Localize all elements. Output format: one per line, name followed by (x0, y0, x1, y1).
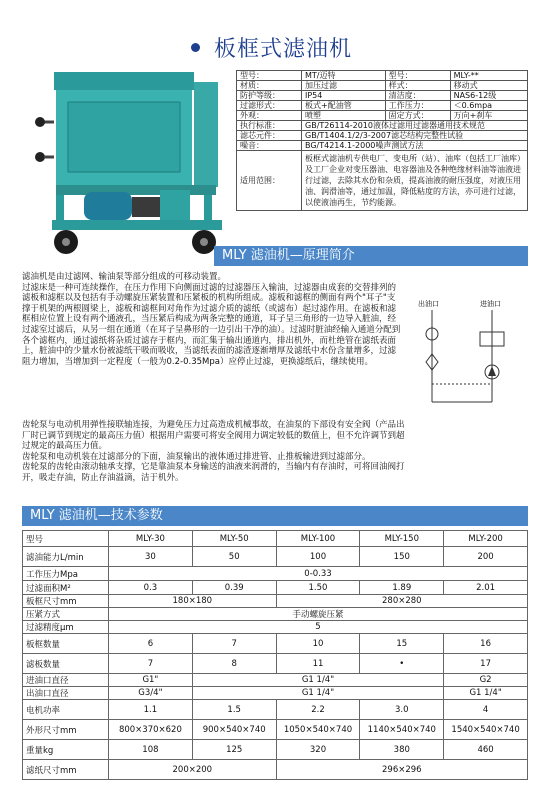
spec-row (237, 101, 528, 111)
spec-row (237, 121, 528, 131)
table-row (23, 740, 528, 760)
tech-cell: 320 (276, 740, 360, 760)
spec-row (237, 81, 528, 91)
tech-cell: 150 (360, 547, 444, 567)
spec-row (237, 141, 528, 151)
tech-cell: 2.01 (444, 581, 528, 595)
spec-value: GB/T26114-2010液体过滤用过滤器通用技术规范 (302, 121, 528, 131)
table-row (23, 654, 528, 674)
tech-cell: • (360, 654, 444, 674)
table-row (23, 720, 528, 740)
page-title (0, 32, 543, 63)
spec-key: 型号： (237, 71, 302, 81)
spec-key: 固定方式： (385, 111, 450, 121)
tech-row-label: 电机功率 (23, 700, 109, 720)
spec-key: 工作压力： (385, 101, 450, 111)
tech-row-label: 过滤面积M² (23, 581, 109, 595)
tech-cell: 10 (276, 634, 360, 654)
spec-row (237, 111, 528, 121)
tech-row-label: 重量kg (23, 740, 109, 760)
tech-cell: 900×540×740 (192, 720, 276, 740)
tech-cell: 15 (360, 634, 444, 654)
title-bullet (191, 43, 200, 52)
spec-value: ＜0.6mpa (450, 101, 527, 111)
spec-key: 样式： (385, 81, 450, 91)
tech-row-label: 出油口直径 (23, 687, 109, 700)
oil-circuit-diagram (410, 292, 528, 422)
title-text: 板框式滤油机 (213, 37, 352, 62)
table-row (23, 634, 528, 654)
tech-cell: 50 (192, 547, 276, 567)
tech-cell: 16 (444, 634, 528, 654)
tech-cell: 108 (109, 740, 193, 760)
spec-row (237, 131, 528, 141)
spec-key: 执行标准： (237, 121, 302, 131)
tech-cell: G1" (109, 674, 193, 687)
spec-key: 噪音： (237, 141, 302, 151)
table-row (23, 595, 528, 608)
table-row (23, 687, 528, 700)
tech-header-cell: 型号 (23, 531, 109, 547)
tech-cell: 296×296 (276, 760, 527, 780)
tech-cell: 800×370×620 (109, 720, 193, 740)
tech-row-label: 工作压力Mpa (23, 567, 109, 581)
tech-cell: 200×200 (109, 760, 277, 780)
table-row (23, 608, 528, 621)
tech-cell: 1.1 (109, 700, 193, 720)
tech-row-label: 板框尺寸mm (23, 595, 109, 608)
spec-value: 万向+刹车 (450, 111, 527, 121)
paragraph: 齿轮泵和电动机装在过滤部分的下面，油泵输出的液体通过排进管、止推板输进到过滤部分。 (22, 451, 371, 462)
tech-cell: 100 (276, 547, 360, 567)
table-row (23, 621, 528, 634)
spec-value: NAS6-12级 (450, 91, 527, 101)
tech-cell: 1.5 (192, 700, 276, 720)
spec-value: 加压过滤 (302, 81, 386, 91)
principle-text-2 (22, 420, 412, 484)
spec-key: 材质： (237, 81, 302, 91)
tech-cell: G3/4" (109, 687, 193, 700)
tech-cell: 125 (192, 740, 276, 760)
tech-cell: 200 (444, 547, 528, 567)
tech-row-label: 滤油能力L/min (23, 547, 109, 567)
tech-cell: 0.39 (192, 581, 276, 595)
principle-text (22, 272, 402, 367)
tech-cell: 280×280 (276, 595, 527, 608)
tech-header-cell: MLY-150 (360, 531, 444, 547)
tech-row-label: 外形尺寸mm (23, 720, 109, 740)
principle-band: MLY 滤油机—原理简介 (214, 246, 528, 266)
spec-key: 过滤形式： (237, 101, 302, 111)
spec-key: 清洁度： (385, 91, 450, 101)
tech-cell: 1.89 (360, 581, 444, 595)
tech-table (22, 530, 528, 780)
tech-cell: 5 (109, 621, 528, 634)
diagram-out-label: 出油口 (418, 300, 439, 308)
tech-row-label: 压紧方式 (23, 608, 109, 621)
tech-cell: G1 1/4" (192, 687, 443, 700)
tech-cell: 7 (192, 634, 276, 654)
spec-value: 板框式滤油机专供电厂、变电所（站）、油库（包括工厂油库）及工厂企业对变压器油、电容器油及各种绝缘材料油等油液进行过滤，去除其水份和杂质，提高油液的耐压强度，对液压用油、润滑油等，通过加温，降低粘度的方法，亦可进行过滤，以使液油再生，节约能源。 (302, 151, 528, 211)
tech-row-label: 板框数量 (23, 634, 109, 654)
paragraph: 齿轮泵的齿轮由滚动轴承支撑，它是靠油泵本身输送的油液来润滑的，当输内有存油时，可将回油阀打开，吸走存油，防止存油溢滴，洁于机外。 (22, 462, 405, 483)
spec-value: 板式+配油管 (302, 101, 386, 111)
tech-cell: 30 (109, 547, 193, 567)
product-photo (14, 62, 234, 262)
tech-cell: 460 (444, 740, 528, 760)
tech-cell: 2.2 (276, 700, 360, 720)
tech-row-label: 滤板数量 (23, 654, 109, 674)
paragraph: 滤油机是由过滤网、输油泵等部分组成的可移动装置。 (22, 272, 227, 282)
tech-header-cell: MLY-30 (109, 531, 193, 547)
tech-header-cell: MLY-50 (192, 531, 276, 547)
spec-row (237, 91, 528, 101)
tech-cell: G1 1/4" (192, 674, 443, 687)
paragraph: 过滤床是一种可连续操作，在压力作用下向侧面过滤的过滤器压入输油，过滤器由成套的交替排列的滤板和滤框以及包括有手动螺旋压紧装置和压紧板的机构所组成。滤板和滤框的侧面有两个"耳子"支撑于机架的两根圆梁上，滤板和滤框间对角作为过滤介质的滤纸（或滤布）起过滤作用。在滤板和滤框相应位置上设有两个通液孔，当压紧后构成为两条完整的通道，耳子呈三角形的一边导入脏油，经过滤室过滤后，从另一组在通道（在耳子呈鼻形的一边引出干净的油）。过滤时脏油经输入通道分配到各个滤框内，通过滤纸将杂质过滤存于框内，而汇集于输出通道内，排出机外，而杜绝管在滤纸表面上，脏油中的少量水份被滤纸干吸而吸收，当滤纸表面的滤渣逐渐增厚及滤纸中水份含量增多，过滤阻力增加，当增加到一定程度（一般为0.2-0.35Mpa）应停止过滤，更换滤纸后，继续使用。 (22, 282, 401, 367)
spec-row (237, 71, 528, 81)
spec-value: BG/T4214.1-2000噪声测试方法 (302, 141, 528, 151)
spec-row (237, 151, 528, 211)
spec-value: 喷塑 (302, 111, 386, 121)
tech-cell: 1140×540×740 (360, 720, 444, 740)
spec-key: 外观： (237, 111, 302, 121)
table-row (23, 700, 528, 720)
tech-cell: 1.50 (276, 581, 360, 595)
table-row (23, 567, 528, 581)
tech-cell: 手动螺旋压紧 (109, 608, 528, 621)
tech-cell: 4 (444, 700, 528, 720)
table-row (23, 531, 528, 547)
tech-cell: 17 (444, 654, 528, 674)
spec-value: 移动式 (450, 81, 527, 91)
tech-cell: 7 (109, 654, 193, 674)
spec-value: GB/T1404.1/2/3-2007滤芯结构完整性试验 (302, 131, 528, 141)
tech-cell: 1540×540×740 (444, 720, 528, 740)
tech-row-label: 过滤精度μm (23, 621, 109, 634)
tech-cell: 180×180 (109, 595, 277, 608)
spec-value: MLY-** (450, 71, 527, 81)
table-row (23, 581, 528, 595)
spec-value: IP54 (302, 91, 386, 101)
diagram-in-label: 进油口 (480, 300, 501, 308)
table-row (23, 547, 528, 567)
spec-key: 防护等级： (237, 91, 302, 101)
spec-key: 滤芯元件： (237, 131, 302, 141)
spec-key: 适用范围： (237, 151, 302, 211)
tech-cell: 3.0 (360, 700, 444, 720)
tech-cell: G2 (444, 674, 528, 687)
paragraph: 齿轮泵与电动机用弹性接联轴连接，为避免压力过高造成机械事故，在油泵的下部设有安全阀（产品出厂时已调节到规定的最高压力值）根据用户需要可将安全阀用力调定较低的数值上，但不允许调节到超过规定的最高压力值。 (22, 420, 405, 452)
tech-cell: 6 (109, 634, 193, 654)
tech-row-label: 滤纸尺寸mm (23, 760, 109, 780)
spec-table (236, 70, 528, 211)
tech-cell: 11 (276, 654, 360, 674)
tech-header-cell: MLY-200 (444, 531, 528, 547)
tech-cell: 0.3 (109, 581, 193, 595)
tech-band: MLY 滤油机—技术参数 (22, 506, 528, 526)
tech-cell: G1 1/4" (444, 687, 528, 700)
tech-cell: 380 (360, 740, 444, 760)
spec-value: MT/迈特 (302, 71, 386, 81)
table-row (23, 760, 528, 780)
spec-key: 型号： (385, 71, 450, 81)
tech-cell: 8 (192, 654, 276, 674)
tech-cell: 0-0.33 (109, 567, 528, 581)
tech-cell: 1050×540×740 (276, 720, 360, 740)
tech-header-cell: MLY-100 (276, 531, 360, 547)
table-row (23, 674, 528, 687)
tech-row-label: 进油口直径 (23, 674, 109, 687)
